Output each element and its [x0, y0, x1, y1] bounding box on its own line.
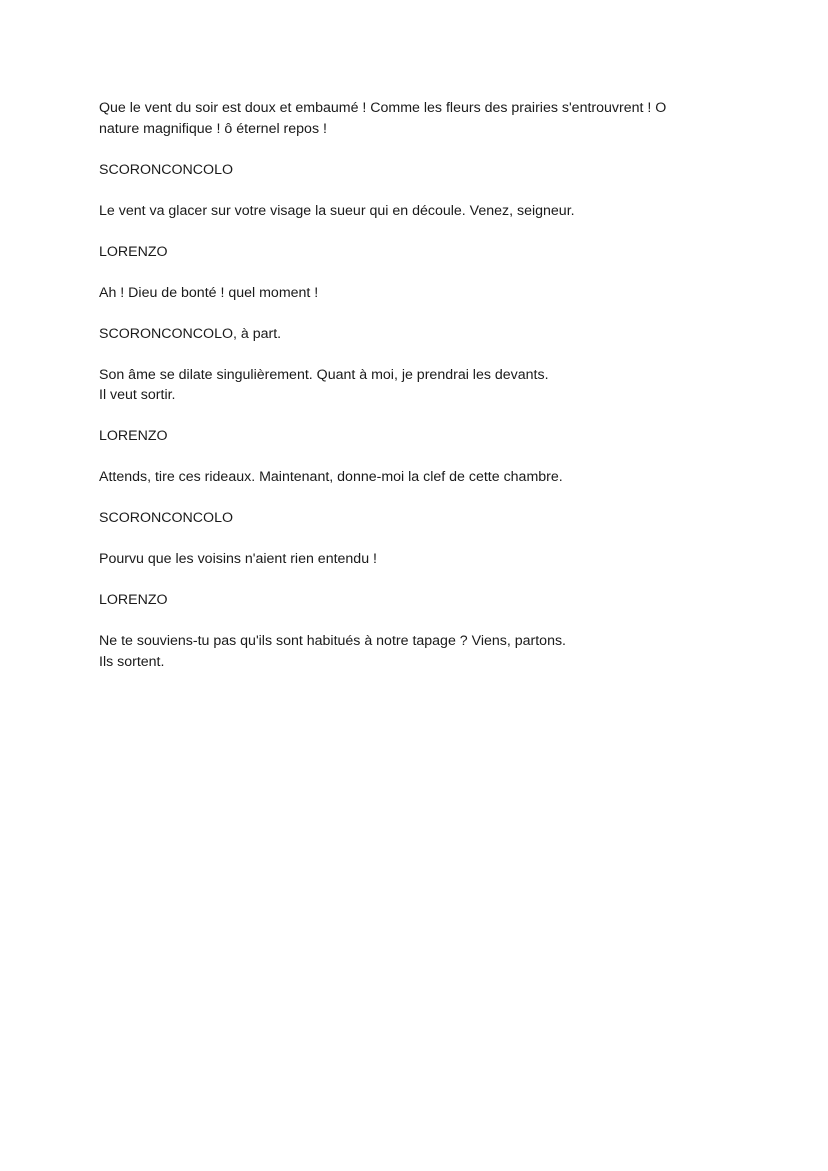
speech-line: Ne te souviens-tu pas qu'ils sont habitués à notre tapage ? Viens, partons.	[99, 633, 566, 649]
speaker-label: SCORONCONCOLO	[99, 161, 234, 178]
speaker-name	[99, 508, 739, 529]
play-text	[99, 98, 739, 693]
speech-line: Que le vent du soir est doux et embaumé ! Comme les fleurs des prairies s'entrouvrent ! O	[99, 100, 667, 116]
speech-line: Attends, tire ces rideaux. Maintenant, donne-moi la clef de cette chambre.	[99, 469, 563, 485]
speaker-name	[99, 324, 739, 345]
speaker-name	[99, 242, 739, 263]
stage-direction: Il veut sortir.	[99, 387, 176, 403]
speech-paragraph	[99, 631, 739, 672]
speech-paragraph	[99, 467, 739, 488]
stage-direction: Ils sortent.	[99, 653, 165, 670]
speech-line: Ah ! Dieu de bonté ! quel moment !	[99, 284, 319, 301]
speaker-name	[99, 590, 739, 611]
speech-paragraph	[99, 201, 739, 222]
speaker-label: LORENZO	[99, 243, 168, 260]
speaker-name	[99, 426, 739, 447]
speech-line: Son âme se dilate singulièrement. Quant à moi, je prendrai les devants.	[99, 366, 549, 383]
speech-paragraph	[99, 365, 739, 406]
speaker-label: SCORONCONCOLO	[99, 510, 234, 526]
speaker-label: LORENZO	[99, 592, 168, 608]
speech-paragraph	[99, 283, 739, 304]
speech-line: Pourvu que les voisins n'aient rien entendu !	[99, 551, 377, 567]
speaker-name	[99, 160, 739, 181]
speech-line: Le vent va glacer sur votre visage la sueur qui en découle. Venez, seigneur.	[99, 202, 575, 219]
speech-paragraph	[99, 98, 739, 139]
speaker-label: SCORONCONCOLO, à part.	[99, 325, 282, 342]
speech-line: nature magnifique ! ô éternel repos !	[99, 120, 327, 137]
speech-paragraph	[99, 549, 739, 570]
speaker-label: LORENZO	[99, 428, 168, 444]
